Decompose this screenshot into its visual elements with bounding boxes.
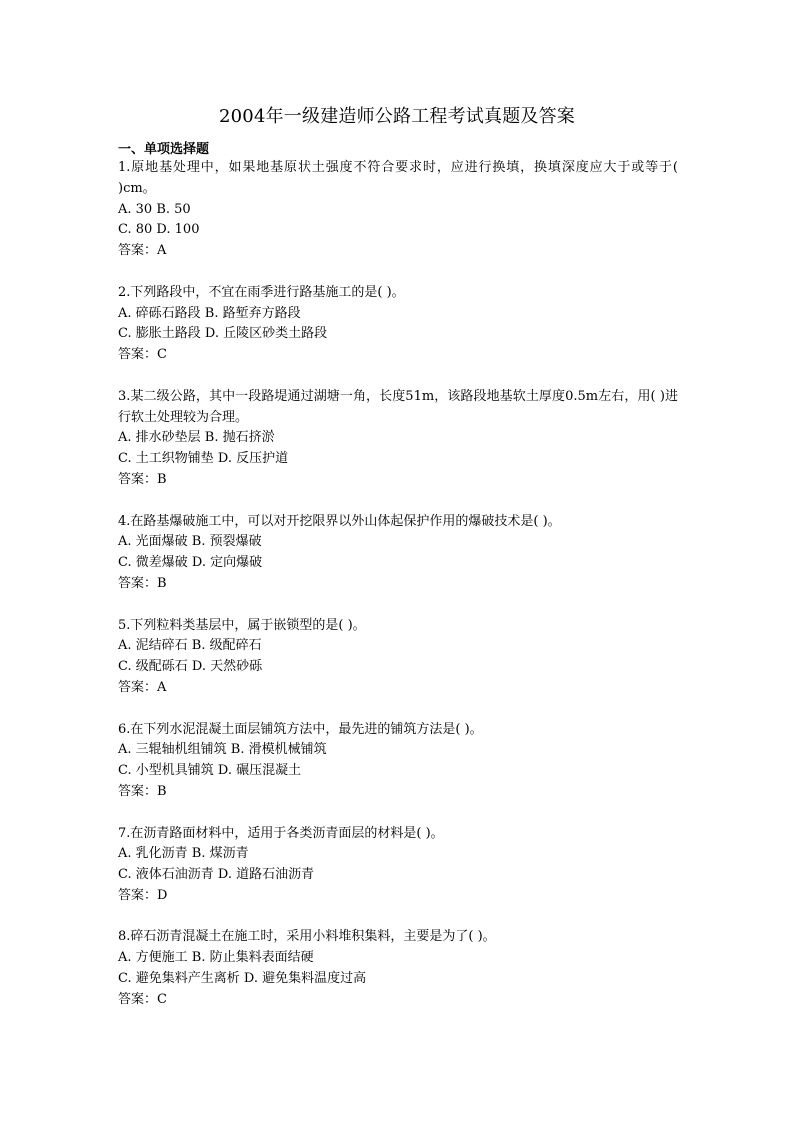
- question-5: [118, 616, 678, 699]
- question-stem: 3.某二级公路，其中一段路堤通过湖塘一角，长度51m，该路段地基软土厚度0.5m左右，用( )进行软土处理较为合理。: [118, 388, 678, 425]
- question-stem: 2.下列路段中，不宜在雨季进行路基施工的是( )。: [118, 284, 405, 300]
- question-options-row-2: C. 小型机具铺筑 D. 碾压混凝土: [118, 763, 302, 779]
- question-options-row-1: A. 排水砂垫层 B. 抛石挤淤: [118, 430, 275, 446]
- question-options-row-2: C. 液体石油沥青 D. 道路石油沥青: [118, 867, 315, 883]
- document-body: [118, 142, 683, 1031]
- question-options-row-2: C. 微差爆破 D. 定向爆破: [118, 555, 263, 571]
- question-stem: 6.在下列水泥混凝土面层铺筑方法中，最先进的铺筑方法是( )。: [118, 721, 483, 737]
- question-options-row-1: A. 乳化沥青 B. 煤沥青: [118, 846, 249, 862]
- question-stem: 8.碎石沥青混凝土在施工时，采用小料堆积集料，主要是为了( )。: [118, 929, 496, 945]
- question-stem: 5.下列粒料类基层中，属于嵌锁型的是( )。: [118, 617, 366, 633]
- question-stem: 7.在沥青路面材料中，适用于各类沥青面层的材料是( )。: [118, 825, 444, 841]
- question-options-row-1: A. 三辊轴机组铺筑 B. 滑模机械铺筑: [118, 742, 327, 758]
- question-answer: 答案：A: [118, 679, 167, 695]
- question-options-row-1: A. 30 B. 50: [118, 201, 191, 217]
- section-heading: 一、单项选择题: [118, 142, 210, 157]
- question-answer: 答案：C: [118, 347, 167, 363]
- question-options-row-2: C. 土工织物铺垫 D. 反压护道: [118, 451, 289, 467]
- question-options-row-2: C. 级配砾石 D. 天然砂砾: [118, 659, 263, 675]
- question-answer: 答案：A: [118, 243, 167, 259]
- question-answer: 答案：B: [118, 471, 167, 487]
- question-options-row-2: C. 避免集料产生离析 D. 避免集料温度过高: [118, 971, 367, 987]
- question-options-row-2: C. 80 D. 100: [118, 222, 200, 238]
- question-stem: 1.原地基处理中，如果地基原状土强度不符合要求时，应进行换填，换填深度应大于或等于( )cm。: [118, 160, 683, 196]
- document-title: 2004年一级建造师公路工程考试真题及答案: [218, 106, 575, 127]
- question-4: [118, 512, 678, 595]
- question-options-row-1: A. 方便施工 B. 防止集料表面结硬: [118, 950, 314, 966]
- question-2: [118, 283, 678, 366]
- question-answer: 答案：D: [118, 887, 168, 903]
- question-1: [118, 158, 683, 262]
- question-answer: 答案：B: [118, 783, 167, 799]
- question-options-row-1: A. 碎砾石路段 B. 路堑弃方路段: [118, 305, 301, 321]
- question-options-row-1: A. 光面爆破 B. 预裂爆破: [118, 534, 262, 550]
- question-6: [118, 720, 678, 803]
- question-stem: 4.在路基爆破施工中，可以对开挖限界以外山体起保护作用的爆破技术是( )。: [118, 513, 561, 529]
- question-answer: 答案：B: [118, 575, 167, 591]
- question-8: [118, 927, 678, 1010]
- question-answer: 答案：C: [118, 991, 167, 1007]
- question-options-row-1: A. 泥结碎石 B. 级配碎石: [118, 638, 262, 654]
- question-3: [118, 387, 678, 491]
- question-options-row-2: C. 膨胀土路段 D. 丘陵区砂类土路段: [118, 326, 328, 342]
- question-7: [118, 824, 678, 907]
